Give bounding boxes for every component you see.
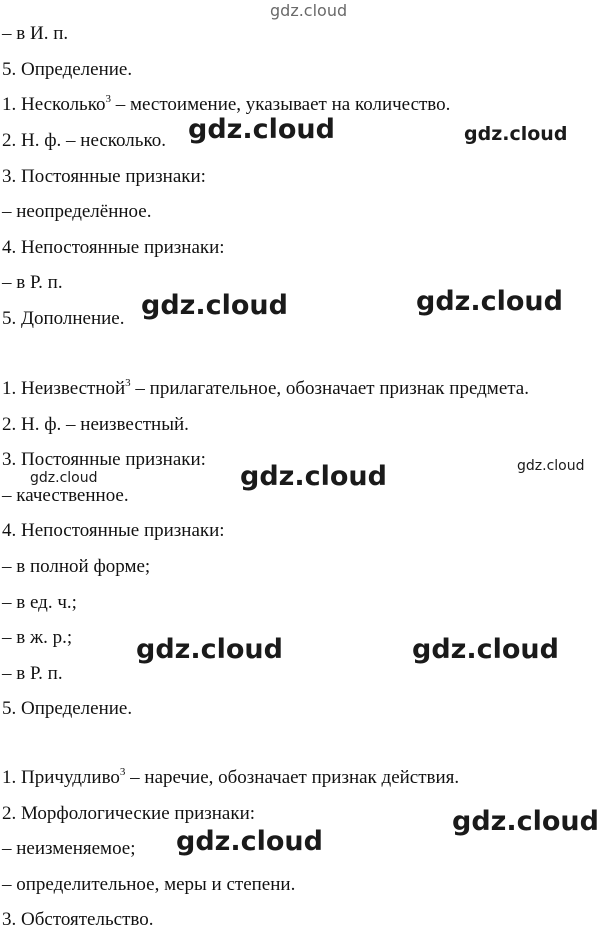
text-line: 3. Постоянные признаки:: [2, 166, 206, 187]
text-fragment: – наречие, обозначает признак действия.: [125, 767, 460, 788]
text-line: [2, 767, 459, 789]
text-line: 2. Н. ф. – неизвестный.: [2, 414, 189, 435]
text-fragment: 1. Несколько: [2, 94, 106, 115]
watermark: gdz.cloud: [188, 114, 335, 145]
text-line: [2, 378, 529, 400]
text-fragment: – прилагательное, обозначает признак предмета.: [130, 378, 529, 399]
watermark: gdz.cloud: [452, 806, 599, 837]
watermark: gdz.cloud: [517, 458, 585, 474]
text-line: – в Р. п.: [2, 272, 63, 293]
text-line: – в ж. р.;: [2, 627, 73, 648]
text-fragment: 1. Причудливо: [2, 767, 120, 788]
text-line: 5. Определение.: [2, 698, 133, 719]
watermark: gdz.cloud: [30, 470, 98, 486]
watermark: gdz.cloud: [464, 123, 568, 145]
text-line: 3. Обстоятельство.: [2, 909, 154, 929]
superscript: 3: [125, 377, 131, 389]
text-line: 4. Непостоянные признаки:: [2, 237, 225, 258]
text-line: – в ед. ч.;: [2, 592, 77, 613]
text-line: – определительное, меры и степени.: [2, 874, 296, 895]
superscript: 3: [119, 766, 126, 778]
watermark: gdz.cloud: [141, 290, 288, 321]
text-line: – в полной форме;: [2, 556, 151, 577]
text-line: 4. Непостоянные признаки:: [2, 520, 225, 541]
text-line: 5. Определение.: [2, 59, 133, 80]
watermark: gdz.cloud: [240, 461, 387, 492]
text-line: – в Р. п.: [2, 663, 63, 684]
watermark: gdz.cloud: [176, 826, 323, 857]
text-line: 5. Дополнение.: [2, 308, 125, 329]
text-line: – в И. п.: [2, 23, 69, 44]
text-line: – качественное.: [2, 485, 129, 506]
watermark: gdz.cloud: [412, 634, 559, 665]
watermark: gdz.cloud: [270, 1, 348, 20]
text-fragment: 1. Неизвестной: [2, 378, 126, 399]
text-fragment: – местоимение, указывает на количество.: [111, 94, 451, 115]
text-line: 2. Морфологические признаки:: [2, 803, 256, 824]
text-line: 2. Н. ф. – несколько.: [2, 130, 166, 151]
text-line: [2, 94, 450, 116]
text-line: 3. Постоянные признаки:: [2, 449, 206, 470]
text-line: – неопределённое.: [2, 201, 152, 222]
text-line: – неизменяемое;: [2, 838, 136, 859]
superscript: 3: [105, 93, 111, 105]
watermark: gdz.cloud: [416, 286, 563, 317]
watermark: gdz.cloud: [136, 634, 283, 665]
